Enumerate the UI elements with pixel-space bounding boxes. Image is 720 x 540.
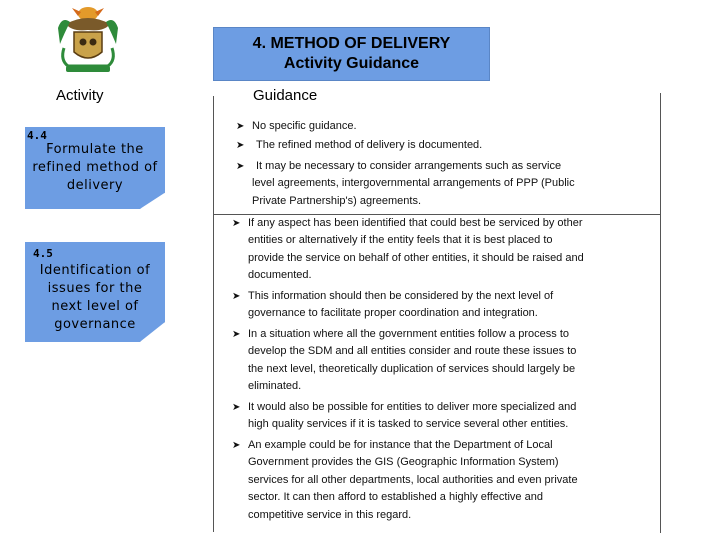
activity-label: Identification of issues for the next level of governance	[39, 263, 151, 332]
arrow-right-icon: ➤	[236, 140, 245, 151]
guidance-item: ➤ In a situation where all the government entities follow a process to develop the SDM and all entities consider and route these issues to the next level, theoretically duplication of services should largely be eliminated.	[232, 328, 577, 393]
arrow-right-icon: ➤	[232, 218, 241, 229]
guidance-item: ➤ No specific guidance.	[252, 118, 652, 135]
page-subtitle: Activity Guidance	[283, 55, 420, 72]
activity-number: 4.4	[27, 129, 47, 142]
arrow-right-icon: ➤	[236, 161, 245, 172]
guidance-item: ➤ The refined method of delivery is documented.	[256, 137, 656, 154]
arrow-right-icon: ➤	[232, 402, 241, 413]
page-title: 4. METHOD OF DELIVERY	[252, 35, 451, 52]
table-divider-vertical	[213, 96, 214, 532]
table-border-right	[660, 93, 661, 533]
title-box	[213, 27, 490, 81]
arrow-right-icon: ➤	[232, 440, 241, 451]
activity-column-heading: Activity	[56, 87, 104, 104]
guidance-item: ➤ This information should then be considered by the next level of governance to facilitate proper coordination and integration.	[232, 290, 554, 320]
arrow-right-icon: ➤	[236, 121, 245, 132]
coat-of-arms-icon	[48, 4, 128, 76]
arrow-right-icon: ➤	[232, 291, 241, 302]
guidance-item: ➤ If any aspect has been identified that could best be serviced by other entities or alternatively if the entity feels that it is best placed to provide the service on behalf of other entities, it should be raised and documented.	[232, 217, 584, 282]
guidance-item: ➤ It would also be possible for entities to deliver more specialized and high quality services if it is tasked to service several other entities.	[232, 401, 577, 431]
guidance-column-heading: Guidance	[253, 87, 318, 104]
arrow-right-icon: ➤	[232, 329, 241, 340]
activity-label: Formulate the refined method of delivery	[32, 142, 158, 193]
guidance-item: ➤ It may be necessary to consider arrangements such as service level agreements, intergovernmental arrangements of PPP (Public Private Partnership's) agreements.	[236, 160, 575, 207]
activity-number: 4.5	[33, 247, 53, 260]
guidance-item: ➤ An example could be for instance that the Department of Local Government provides the GIS (Geographic Information System) services for all other departments, local authorities and even private sector. It can then afford to established a highly effective and competitive service in this regard.	[232, 439, 578, 521]
